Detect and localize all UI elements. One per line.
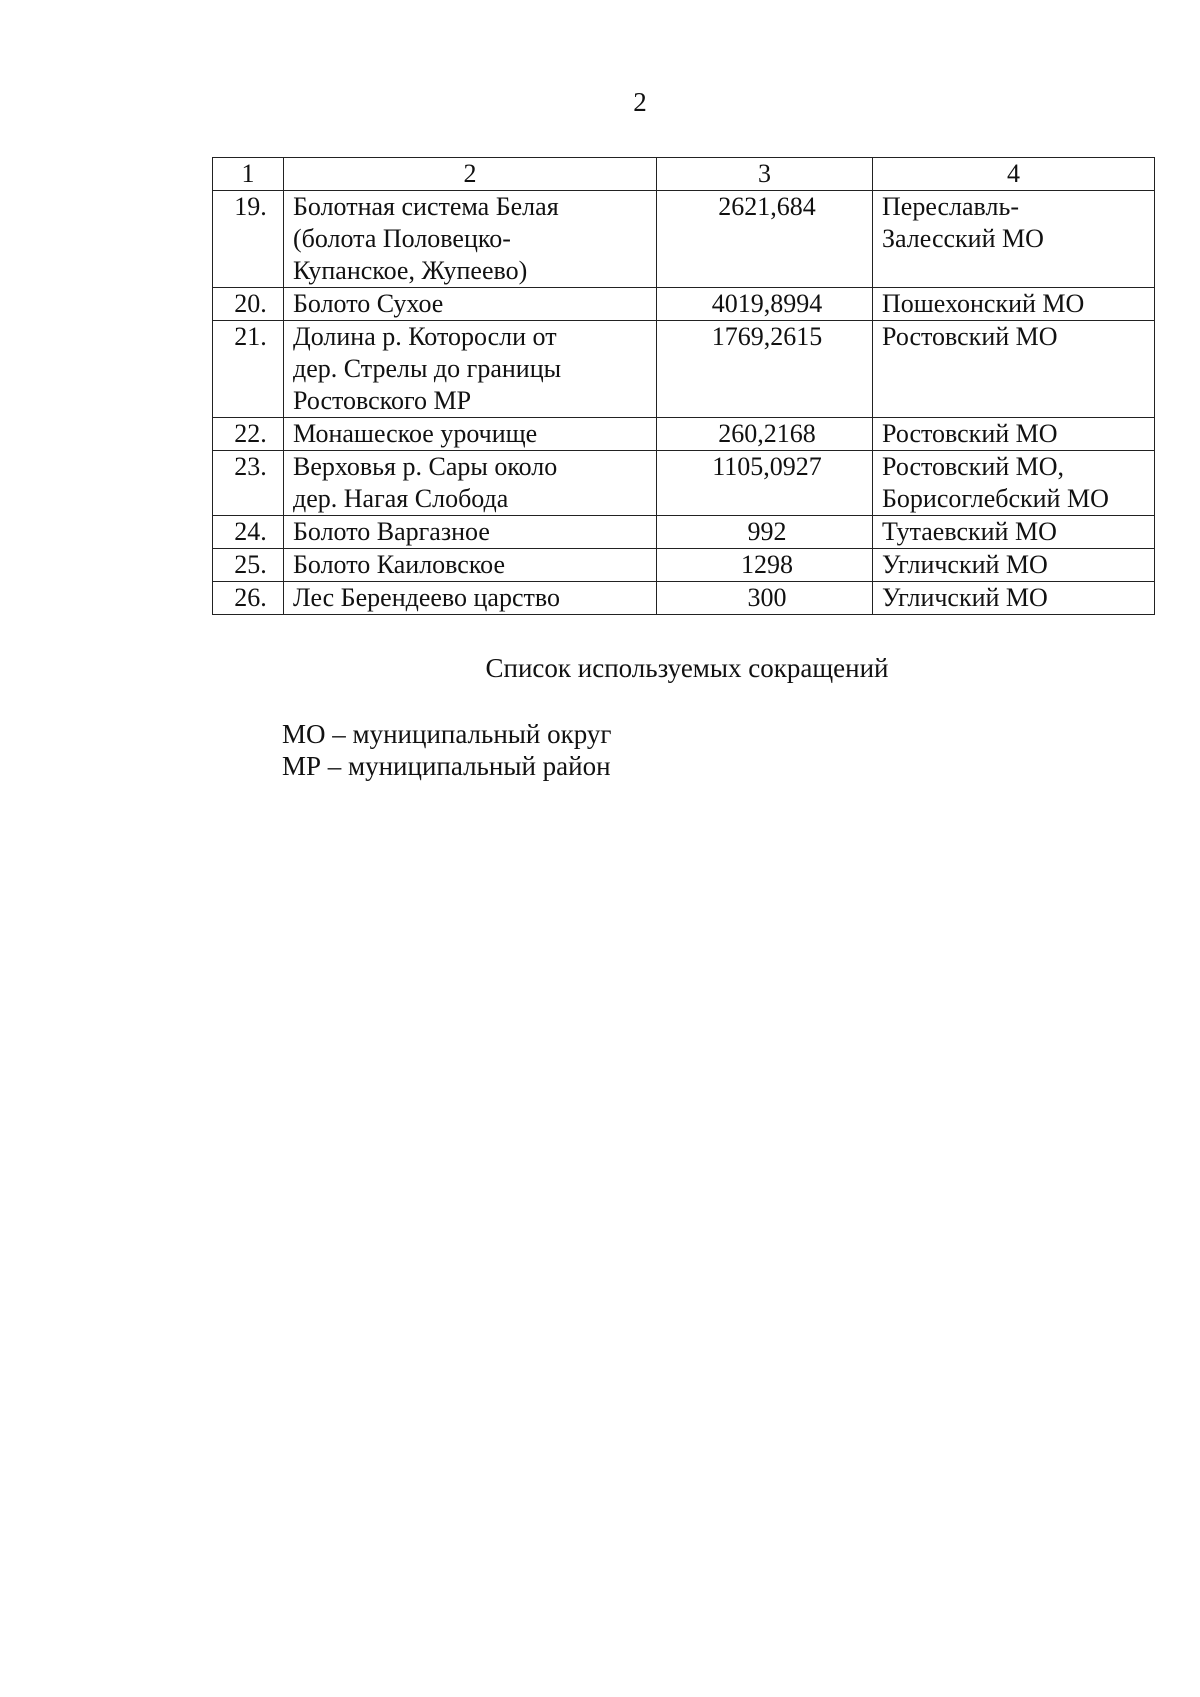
area-name: Болотная система Белая (болота Половецко-Купанское, Жупеево)	[284, 191, 657, 288]
column-header-4: 4	[873, 158, 1155, 191]
row-number: 23.	[213, 451, 284, 516]
row-number: 21.	[213, 321, 284, 418]
area-size: 1769,2615	[657, 321, 873, 418]
district-name: Ростовский МО, Борисоглебский МО	[873, 451, 1155, 516]
row-number: 25.	[213, 549, 284, 582]
district-name: Пошехонский МО	[873, 288, 1155, 321]
area-name: Болото Варгазное	[284, 516, 657, 549]
table-row	[213, 516, 1155, 549]
district-name: Тутаевский МО	[873, 516, 1155, 549]
district-name: Ростовский МО	[873, 418, 1155, 451]
column-header-3: 3	[657, 158, 873, 191]
table-header-row	[213, 158, 1155, 191]
area-size: 1298	[657, 549, 873, 582]
protected-areas-table	[212, 157, 1155, 615]
area-size: 300	[657, 582, 873, 615]
page-number: 2	[633, 87, 647, 117]
area-size: 1105,0927	[657, 451, 873, 516]
row-number: 20.	[213, 288, 284, 321]
column-header-2: 2	[284, 158, 657, 191]
table-row	[213, 549, 1155, 582]
column-header-1: 1	[213, 158, 284, 191]
abbreviations-title: Список используемых сокращений	[485, 653, 889, 683]
area-name: Лес Берендеево царство	[284, 582, 657, 615]
abbreviation-item: МР – муниципальный район	[282, 751, 611, 781]
table-row	[213, 191, 1155, 288]
table-row	[213, 418, 1155, 451]
area-name: Болото Каиловское	[284, 549, 657, 582]
area-name: Монашеское урочище	[284, 418, 657, 451]
row-number: 24.	[213, 516, 284, 549]
area-name: Болото Сухое	[284, 288, 657, 321]
table-row	[213, 288, 1155, 321]
district-name: Переславль-Залесский МО	[873, 191, 1155, 288]
row-number: 22.	[213, 418, 284, 451]
abbreviation-item: МО – муниципальный округ	[282, 719, 612, 749]
abbreviations-list	[282, 718, 611, 782]
table-row	[213, 321, 1155, 418]
table-row	[213, 451, 1155, 516]
area-size: 2621,684	[657, 191, 873, 288]
row-number: 19.	[213, 191, 284, 288]
row-number: 26.	[213, 582, 284, 615]
district-name: Ростовский МО	[873, 321, 1155, 418]
area-size: 992	[657, 516, 873, 549]
area-name: Долина р. Которосли от дер. Стрелы до границы Ростовского МР	[284, 321, 657, 418]
table-row	[213, 582, 1155, 615]
area-size: 260,2168	[657, 418, 873, 451]
district-name: Угличский МО	[873, 549, 1155, 582]
area-size: 4019,8994	[657, 288, 873, 321]
district-name: Угличский МО	[873, 582, 1155, 615]
area-name: Верховья р. Сары около дер. Нагая Слобода	[284, 451, 657, 516]
